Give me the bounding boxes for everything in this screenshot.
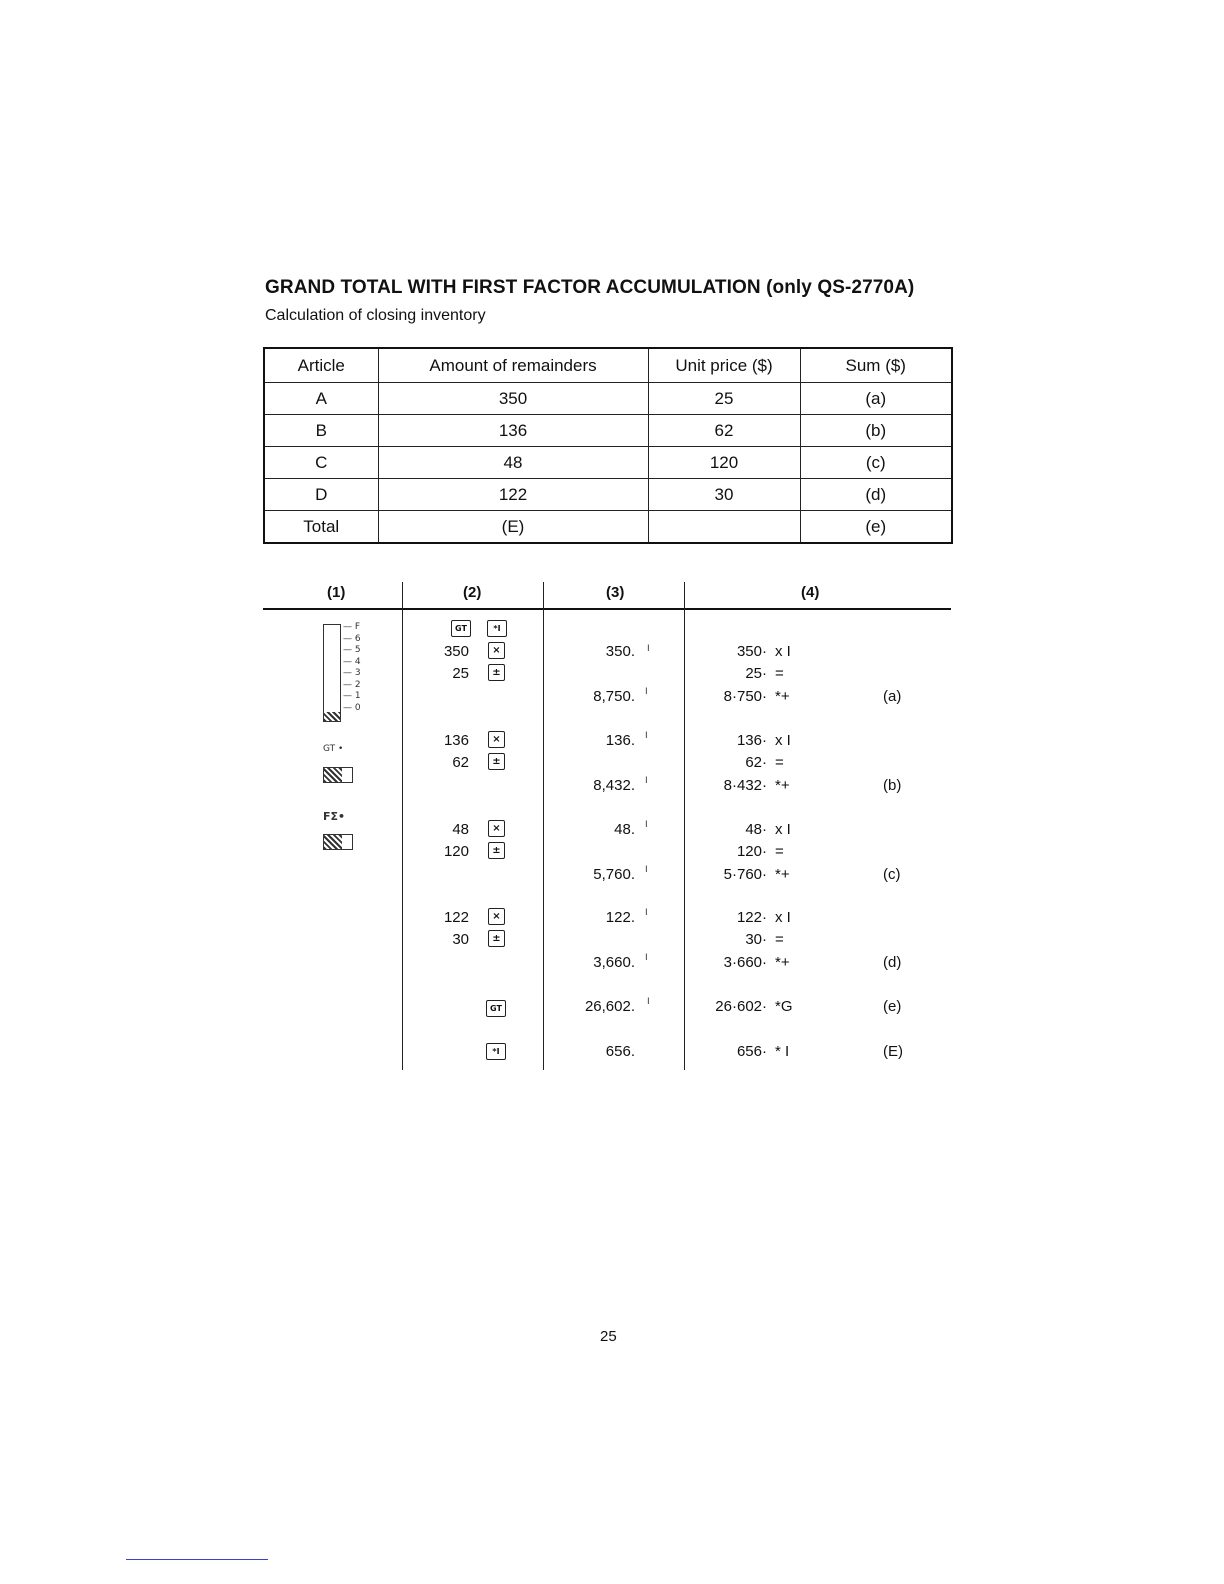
footnote-rule [126, 1559, 268, 1560]
display-value: 122. [605, 909, 635, 926]
mark-label: — F [343, 622, 361, 632]
entry-value: 25 [452, 665, 469, 682]
mark-label: — 0 [343, 702, 361, 713]
switch-knob [324, 712, 340, 721]
col-header-1: (1) [327, 584, 346, 601]
memory-indicator: I [645, 731, 648, 741]
memory-indicator: I [645, 687, 648, 697]
page-number: 25 [600, 1328, 617, 1345]
display-value: 8,750. [593, 688, 635, 705]
tape-line: 350· x I [736, 643, 791, 660]
cell: 122 [378, 479, 648, 511]
cell: 30 [648, 479, 800, 511]
tape-line: 8·432· *+ [723, 777, 790, 794]
memory-indicator: I [645, 908, 648, 918]
star-i-key-icon: *I [486, 1043, 506, 1060]
header-divider [263, 608, 951, 610]
cell: 350 [378, 383, 648, 415]
multiply-key-icon: × [488, 908, 505, 925]
display-value: 5,760. [593, 866, 635, 883]
plus-equal-key-icon: ± [488, 842, 505, 859]
header-amount: Amount of remainders [378, 348, 648, 383]
entry-value: 122 [443, 909, 469, 926]
entry-value: 120 [443, 843, 469, 860]
reference-label: (c) [883, 866, 901, 883]
multiply-key-icon: × [488, 642, 505, 659]
mark-label: — 3 [343, 668, 361, 678]
cell: 120 [648, 447, 800, 479]
cell: Total [264, 511, 378, 544]
tape-line: 120· = [736, 843, 784, 860]
cell: (c) [800, 447, 952, 479]
tape-line: 26·602· *G [715, 998, 793, 1015]
memory-indicator: I [645, 776, 648, 786]
plus-equal-key-icon: ± [488, 930, 505, 947]
column-divider [402, 582, 403, 1070]
tape-line: 122· x I [736, 909, 791, 926]
cell: A [264, 383, 378, 415]
reference-label: (b) [883, 777, 902, 794]
cell: (b) [800, 415, 952, 447]
memory-indicator: I [645, 865, 648, 875]
cell: (e) [800, 511, 952, 544]
header-unit-price: Unit price ($) [648, 348, 800, 383]
decimal-selector-switch [323, 624, 341, 722]
switch-knob [324, 768, 342, 782]
table-row [264, 479, 952, 511]
entry-value: 350 [443, 643, 469, 660]
cell: (d) [800, 479, 952, 511]
mark-label: — 1 [343, 691, 361, 701]
cell: (a) [800, 383, 952, 415]
cell: B [264, 415, 378, 447]
cell: (E) [378, 511, 648, 544]
display-value: 26,602. [584, 998, 635, 1015]
tape-line: 25· = [745, 665, 784, 682]
col-header-3: (3) [606, 584, 625, 601]
mark-label: — 5 [343, 645, 361, 655]
multiply-key-icon: × [488, 731, 505, 748]
memory-indicator: I [647, 644, 650, 654]
cell: 48 [378, 447, 648, 479]
tape-line: 136· x I [736, 732, 791, 749]
decimal-scale [343, 622, 361, 714]
tape-line: 30· = [745, 931, 784, 948]
cell: C [264, 447, 378, 479]
memory-indicator: I [647, 997, 650, 1007]
gt-key-icon: GT [451, 620, 471, 637]
table-row [264, 383, 952, 415]
tape-line: 62· = [745, 754, 784, 771]
cell: 25 [648, 383, 800, 415]
display-value: 48. [614, 821, 635, 838]
page-heading: GRAND TOTAL WITH FIRST FACTOR ACCUMULATION (only QS-2770A) [265, 277, 915, 298]
fe-switch-label: FΣ• [323, 810, 346, 823]
multiply-key-icon: × [488, 820, 505, 837]
gt-switch [323, 767, 353, 783]
display-value: 8,432. [593, 777, 635, 794]
tape-line: 5·760· *+ [723, 866, 790, 883]
entry-value: 30 [452, 931, 469, 948]
col-header-4: (4) [801, 584, 820, 601]
table-row [264, 447, 952, 479]
cell: D [264, 479, 378, 511]
tape-line: 656· * I [736, 1043, 790, 1060]
display-value: 350. [605, 643, 635, 660]
cell [648, 511, 800, 544]
plus-equal-key-icon: ± [488, 664, 505, 681]
mark-label: — 6 [343, 633, 361, 644]
header-sum: Sum ($) [800, 348, 952, 383]
plus-equal-key-icon: ± [488, 753, 505, 770]
mark-label: — 2 [343, 679, 361, 690]
reference-label: (a) [883, 688, 902, 705]
display-value: 136. [605, 732, 635, 749]
operation-table [263, 582, 951, 1070]
reference-label: (E) [883, 1043, 903, 1060]
col-header-2: (2) [463, 584, 482, 601]
tape-line: 48· x I [745, 821, 791, 838]
header-article: Article [264, 348, 378, 383]
display-value: 3,660. [593, 954, 635, 971]
column-divider [684, 582, 685, 1070]
tape-line: 8·750· *+ [723, 688, 790, 705]
fe-switch [323, 834, 353, 850]
tape-line: 3·660· *+ [723, 954, 790, 971]
display-value: 656. [605, 1043, 635, 1060]
table-row-total [264, 511, 952, 544]
entry-value: 62 [452, 754, 469, 771]
memory-indicator: I [645, 953, 648, 963]
gt-switch-label: GT • [323, 744, 344, 754]
entry-value: 136 [443, 732, 469, 749]
table-header-row [264, 348, 952, 383]
column-divider [543, 582, 544, 1070]
cell: 136 [378, 415, 648, 447]
mark-label: — 4 [343, 656, 361, 667]
memory-indicator: I [645, 820, 648, 830]
reference-label: (d) [883, 954, 902, 971]
page-subheading: Calculation of closing inventory [265, 307, 486, 324]
star-i-key-icon: *I [487, 620, 507, 637]
inventory-table [263, 347, 953, 544]
gt-key-icon: GT [486, 1000, 506, 1017]
cell: 62 [648, 415, 800, 447]
reference-label: (e) [883, 998, 902, 1015]
entry-value: 48 [452, 821, 469, 838]
switch-knob [324, 835, 342, 849]
table-row [264, 415, 952, 447]
